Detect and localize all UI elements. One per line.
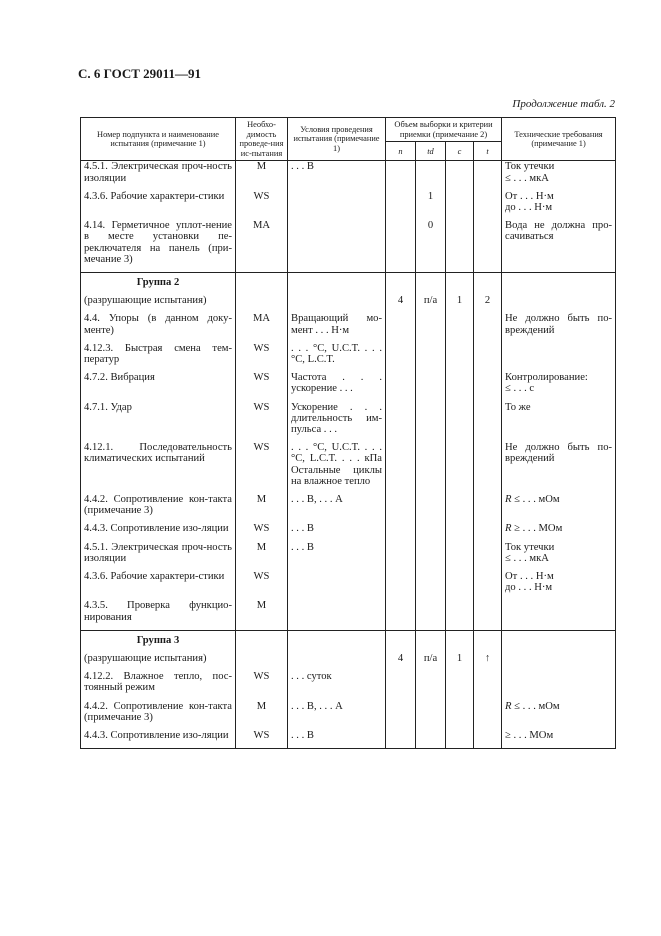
sample-n-value — [386, 161, 416, 191]
conditions-value: . . . В, . . . А — [288, 701, 386, 730]
requirements-value — [502, 671, 616, 700]
table-row — [81, 571, 616, 600]
header-sample-td: td — [416, 142, 446, 161]
group-title-cell — [81, 630, 236, 653]
subgroup-label: (разрушающие испытания) — [81, 295, 236, 313]
requirement-line: От . . . Н·м — [505, 571, 554, 583]
table-row — [81, 295, 616, 313]
sample-c-value — [446, 402, 474, 443]
test-name: 4.7.2. Вибрация — [81, 372, 236, 401]
requirement-line: Ток утечки — [505, 541, 555, 553]
empty-cell — [236, 630, 288, 653]
sample-n-value — [386, 343, 416, 372]
sample-n-value — [386, 220, 416, 272]
requirement-line: до . . . Н·м — [505, 582, 553, 594]
test-name: 4.14. Герметичное уплот-нение в месте установки пе-реключателя на панель (при-мечание 3) — [81, 220, 236, 272]
sample-t-value — [474, 442, 502, 494]
conditions-value: Ускорение . . . длительность им-пульса . . . — [288, 402, 386, 443]
sample-n-value — [386, 600, 416, 630]
sample-td-value — [416, 701, 446, 730]
table-row — [81, 343, 616, 372]
necessity-value: M — [236, 494, 288, 523]
necessity-value: WS — [236, 523, 288, 541]
sample-td-value — [416, 161, 446, 191]
requirement-line: Не должно быть по-вреждений — [505, 442, 613, 465]
conditions-value — [288, 571, 386, 600]
empty-cell — [446, 630, 474, 653]
necessity-value: M — [236, 600, 288, 630]
conditions-value — [288, 220, 386, 272]
sample-t-value — [474, 600, 502, 630]
table-row — [81, 600, 616, 630]
requirement-line: R ≥ . . . МОм — [505, 523, 563, 535]
empty-cell — [236, 295, 288, 313]
conditions-value: . . . В — [288, 542, 386, 571]
sample-t-value: 2 — [474, 295, 502, 313]
conditions-value: Вращающий мо-мент . . . Н·м — [288, 313, 386, 342]
sample-n-value: 4 — [386, 653, 416, 671]
necessity-value: WS — [236, 442, 288, 494]
table-row — [81, 523, 616, 541]
header-test-name: Номер подпункта и наименование испытания (примечание 1) — [81, 118, 236, 161]
test-name: 4.4.3. Сопротивление изо-ляции — [81, 730, 236, 749]
sample-c-value — [446, 730, 474, 749]
header-necessity: Необхо-димость проведе-ния ис-пытания — [236, 118, 288, 161]
sample-n-value — [386, 442, 416, 494]
empty-cell — [502, 630, 616, 653]
sample-td-value: 0 — [416, 220, 446, 272]
table-row — [81, 273, 616, 296]
necessity-value: WS — [236, 571, 288, 600]
requirements-value — [502, 372, 616, 401]
necessity-value: WS — [236, 191, 288, 220]
sample-c-value — [446, 671, 474, 700]
header-sample-t: t — [474, 142, 502, 161]
requirements-value — [502, 600, 616, 630]
sample-n-value — [386, 523, 416, 541]
header-sample-n: n — [386, 142, 416, 161]
requirements-value — [502, 220, 616, 272]
sample-c-value: 1 — [446, 653, 474, 671]
sample-n-value — [386, 191, 416, 220]
empty-cell — [236, 653, 288, 671]
necessity-value: WS — [236, 730, 288, 749]
requirements-value — [502, 571, 616, 600]
sample-c-value — [446, 191, 474, 220]
sample-td-value — [416, 372, 446, 401]
requirement-line: То же — [505, 401, 531, 413]
header-requirements: Технические требования (примечание 1) — [502, 118, 616, 161]
sample-td-value — [416, 671, 446, 700]
sample-c-value — [446, 313, 474, 342]
sample-c-value — [446, 571, 474, 600]
necessity-value: WS — [236, 343, 288, 372]
sample-t-value — [474, 191, 502, 220]
requirement-line: Вода не должна про-сачиваться — [505, 220, 613, 243]
sample-td-value: 1 — [416, 191, 446, 220]
requirement-line: R ≤ . . . мОм — [505, 494, 560, 506]
sample-c-value — [446, 372, 474, 401]
group-title-cell — [81, 273, 236, 296]
test-name: 4.3.6. Рабочие характери-стики — [81, 571, 236, 600]
sample-t-value — [474, 372, 502, 401]
sample-n-value — [386, 701, 416, 730]
sample-t-value — [474, 343, 502, 372]
conditions-value: . . . В — [288, 161, 386, 191]
sample-t-value — [474, 730, 502, 749]
sample-n-value — [386, 402, 416, 443]
sample-td-value — [416, 442, 446, 494]
conditions-value: Частота . . . ускорение . . . — [288, 372, 386, 401]
requirement-line: до . . . Н·м — [505, 201, 553, 213]
sample-td-value — [416, 523, 446, 541]
empty-cell — [288, 653, 386, 671]
page-header: С. 6 ГОСТ 29011—91 — [78, 66, 201, 81]
sample-c-value — [446, 220, 474, 272]
table-row — [81, 220, 616, 272]
test-name: 4.7.1. Удар — [81, 402, 236, 443]
test-name: 4.3.5. Проверка функцио-нирования — [81, 600, 236, 630]
sample-td-value: п/а — [416, 295, 446, 313]
test-name: 4.5.1. Электрическая проч-ность изоляции — [81, 161, 236, 191]
conditions-value: . . . °С, U.C.T. . . . °С, L.C.T. — [288, 343, 386, 372]
conditions-value: . . . В — [288, 730, 386, 749]
sample-td-value — [416, 494, 446, 523]
sample-td-value — [416, 343, 446, 372]
table-continuation-label: Продолжение табл. 2 — [512, 98, 615, 110]
requirements-value — [502, 523, 616, 541]
requirement-line: ≥ . . . МОм — [505, 730, 554, 742]
header-sample-size: Объем выборки и критерии приемки (примечание 2) — [386, 118, 502, 142]
requirements-value — [502, 191, 616, 220]
subgroup-label: (разрушающие испытания) — [81, 653, 236, 671]
sample-td-value — [416, 730, 446, 749]
sample-c-value — [446, 701, 474, 730]
empty-cell — [474, 630, 502, 653]
group-title: Группа 3 — [136, 634, 180, 646]
requirements-value — [502, 701, 616, 730]
necessity-value: MA — [236, 313, 288, 342]
empty-cell — [474, 273, 502, 296]
sample-c-value — [446, 523, 474, 541]
test-name: 4.4.3. Сопротивление изо-ляции — [81, 523, 236, 541]
empty-cell — [416, 630, 446, 653]
requirements-value — [502, 442, 616, 494]
sample-t-value — [474, 402, 502, 443]
test-name: 4.4. Упоры (в данном доку-менте) — [81, 313, 236, 342]
requirements-value — [502, 402, 616, 443]
conditions-value: . . . °С, U.C.T. . . . °С, L.C.T. . . . кПа Остальные циклы на влажное тепло — [288, 442, 386, 494]
sample-t-value — [474, 161, 502, 191]
necessity-value: M — [236, 701, 288, 730]
sample-c-value — [446, 343, 474, 372]
empty-cell — [502, 653, 616, 671]
necessity-value: WS — [236, 402, 288, 443]
header-conditions: Условия проведения испытания (примечание 1) — [288, 118, 386, 161]
test-name: 4.5.1. Электрическая проч-ность изоляции — [81, 542, 236, 571]
table-row — [81, 630, 616, 653]
sample-td-value — [416, 542, 446, 571]
sample-c-value — [446, 494, 474, 523]
sample-t-value — [474, 523, 502, 541]
requirement-line: ≤ . . . мкА — [505, 552, 549, 564]
sample-n-value — [386, 542, 416, 571]
test-name: 4.12.3. Быстрая смена тем-ператур — [81, 343, 236, 372]
requirement-line: ≤ . . . с — [505, 383, 535, 395]
sample-td-value — [416, 402, 446, 443]
sample-n-value — [386, 372, 416, 401]
empty-cell — [502, 273, 616, 296]
requirements-value — [502, 730, 616, 749]
necessity-value: WS — [236, 372, 288, 401]
test-name: 4.12.1. Последовательность климатических испытаний — [81, 442, 236, 494]
sample-t-value — [474, 701, 502, 730]
table-row — [81, 372, 616, 401]
requirement-line: Ток утечки — [505, 161, 555, 173]
sample-t-value — [474, 220, 502, 272]
sample-t-value — [474, 671, 502, 700]
sample-n-value — [386, 494, 416, 523]
sample-c-value — [446, 600, 474, 630]
sample-n-value — [386, 313, 416, 342]
table-row — [81, 701, 616, 730]
requirement-line: Контролирование: — [505, 372, 588, 384]
table-row — [81, 671, 616, 700]
conditions-value: . . . В — [288, 523, 386, 541]
empty-cell — [502, 295, 616, 313]
empty-cell — [288, 630, 386, 653]
table-row — [81, 191, 616, 220]
group-title: Группа 2 — [136, 277, 180, 288]
necessity-value: MA — [236, 220, 288, 272]
empty-cell — [416, 273, 446, 296]
test-name: 4.4.2. Сопротивление кон-такта (примечание 3) — [81, 494, 236, 523]
table-row — [81, 161, 616, 191]
sample-t-value — [474, 542, 502, 571]
table-row — [81, 402, 616, 443]
table-row — [81, 730, 616, 749]
conditions-value: . . . В, . . . А — [288, 494, 386, 523]
table-row — [81, 442, 616, 494]
necessity-value: WS — [236, 671, 288, 700]
header-sample-c: c — [446, 142, 474, 161]
table-row — [81, 494, 616, 523]
conditions-value — [288, 600, 386, 630]
conditions-value — [288, 191, 386, 220]
sample-n-value — [386, 571, 416, 600]
sample-t-value: ↑ — [474, 653, 502, 671]
sample-n-value — [386, 671, 416, 700]
test-name: 4.12.2. Влажное тепло, пос-тоянный режим — [81, 671, 236, 700]
test-name: 4.4.2. Сопротивление кон-такта (примечание 3) — [81, 701, 236, 730]
table-row — [81, 313, 616, 342]
requirement-line: От . . . Н·м — [505, 190, 554, 202]
requirements-value — [502, 542, 616, 571]
requirement-line: Не должно быть по-вреждений — [505, 313, 613, 336]
sample-c-value — [446, 161, 474, 191]
table-row — [81, 653, 616, 671]
sample-t-value — [474, 494, 502, 523]
empty-cell — [288, 273, 386, 296]
table-row — [81, 542, 616, 571]
sample-td-value — [416, 571, 446, 600]
requirements-value — [502, 313, 616, 342]
empty-cell — [386, 273, 416, 296]
requirement-line: ≤ . . . мкА — [505, 172, 549, 184]
sample-td-value — [416, 313, 446, 342]
requirements-value — [502, 494, 616, 523]
table-body — [81, 161, 616, 749]
test-program-table — [80, 117, 616, 749]
sample-c-value — [446, 442, 474, 494]
necessity-value: M — [236, 542, 288, 571]
empty-cell — [386, 630, 416, 653]
sample-td-value — [416, 600, 446, 630]
sample-td-value: п/а — [416, 653, 446, 671]
necessity-value: M — [236, 161, 288, 191]
test-name: 4.3.6. Рабочие характери-стики — [81, 191, 236, 220]
sample-t-value — [474, 571, 502, 600]
sample-c-value: 1 — [446, 295, 474, 313]
requirements-value — [502, 343, 616, 372]
sample-n-value — [386, 730, 416, 749]
empty-cell — [236, 273, 288, 296]
sample-t-value — [474, 313, 502, 342]
sample-n-value: 4 — [386, 295, 416, 313]
sample-c-value — [446, 542, 474, 571]
empty-cell — [446, 273, 474, 296]
requirements-value — [502, 161, 616, 191]
requirement-line: R ≤ . . . мОм — [505, 700, 560, 712]
conditions-value: . . . суток — [288, 671, 386, 700]
empty-cell — [288, 295, 386, 313]
